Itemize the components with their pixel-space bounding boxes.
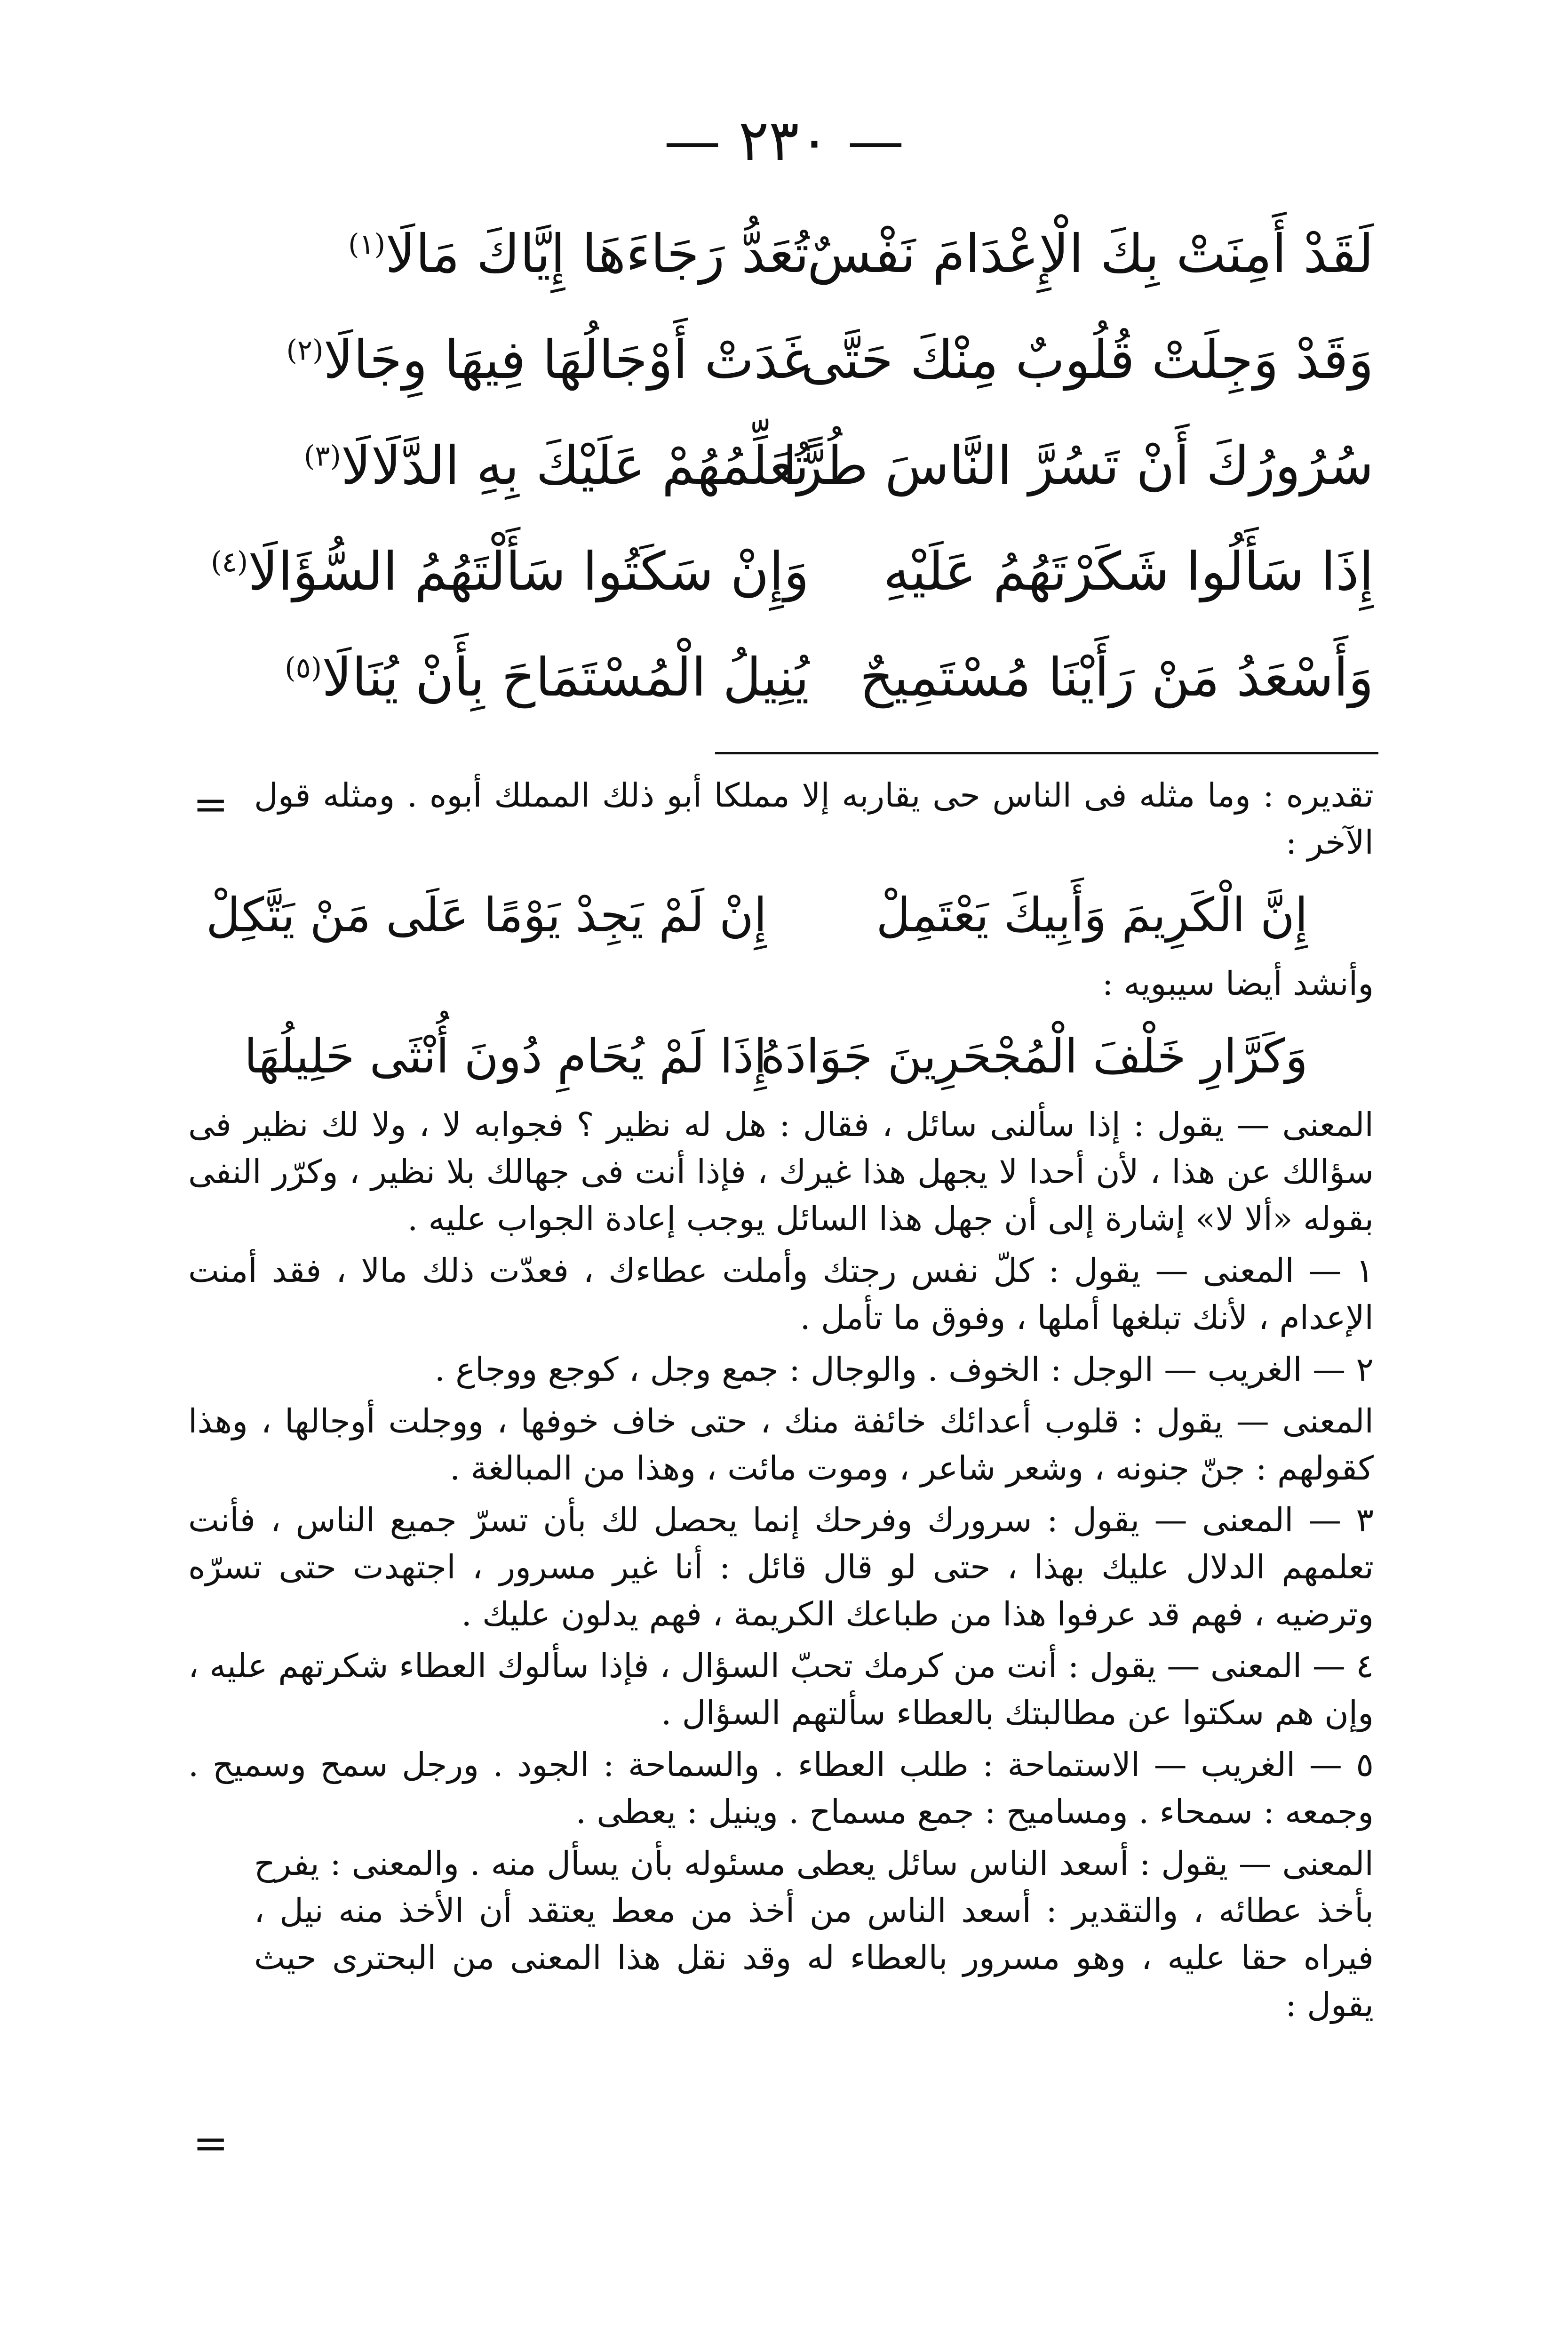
verse-line xyxy=(263,419,1374,525)
continuation-mark-bottom: = xyxy=(193,2119,229,2168)
footnote-ref: (٥) xyxy=(285,651,322,685)
verse-text: غَدَتْ أَوْجَالُهَا فِيهَا وِجَالَا xyxy=(323,329,809,391)
footnote-separator xyxy=(715,752,1378,754)
cited-first-hemistich: إِنَّ الْكَرِيمَ وَأَبِيكَ يَعْتَمِلْ xyxy=(876,888,1308,943)
verse-line xyxy=(263,207,1374,313)
footnote-ref: (٣) xyxy=(303,440,341,473)
verse-first-hemistich: وَقَدْ وَجِلَتْ قُلُوبٌ مِنْكَ حَتَّى xyxy=(801,329,1374,391)
verse-first-hemistich: سُرُورُكَ أَنْ تَسُرَّ النَّاسَ طُرًّا xyxy=(782,435,1374,496)
footnote-ref: (٤) xyxy=(211,545,248,579)
verse-first-hemistich: إِذَا سَأَلُوا شَكَرْتَهُمُ عَلَيْهِ xyxy=(883,541,1374,602)
commentary-paragraph: ١ — المعنى — يقول : كلّ نفس رجتك وأملت عطاءك ، فعدّت ذلك مالا ، فقد أمنت الإعدام ، لأنك تبلغها أملها ، وفوق ما تأمل . xyxy=(188,1251,1374,1337)
verse-first-hemistich: لَقَدْ أَمِنَتْ بِكَ الْإِعْدَامَ نَفْسٌ xyxy=(807,224,1374,285)
cited-second-hemistich: إِذَا لَمْ يُحَامِ دُونَ أُنْثَى حَلِيلُهَا xyxy=(244,1029,767,1084)
verse-line xyxy=(263,313,1374,419)
cited-verse xyxy=(188,1016,1374,1096)
continuation-mark-top: = xyxy=(193,780,229,829)
cited-first-hemistich: وَكَرَّارِ خَلْفَ الْمُجْحَرِينَ جَوَادَهُ xyxy=(760,1029,1308,1084)
footnote-ref: (٢) xyxy=(286,334,324,367)
verse-second-hemistich xyxy=(263,419,809,513)
footnote-ref: (١) xyxy=(348,228,386,261)
poem-block xyxy=(211,207,1374,736)
verse-second-hemistich xyxy=(211,525,809,619)
commentary-intro: تقديره : وما مثله فى الناس حى يقاربه إلا مملكا أبو ذلك المملك أبوه . ومثله قول الآخر : xyxy=(254,776,1374,862)
commentary-paragraph: ٥ — الغريب — الاستماحة : طلب العطاء . والسماحة : الجود . ورجل سمح وسميح . وجمعه : سمحاء . ومساميح : جمع مسماح . وينيل : يعطى . xyxy=(188,1745,1374,1831)
sibawayh-intro: وأنشد أيضا سيبويه : xyxy=(1102,964,1374,1003)
verse-text: وَإِنْ سَكَتُوا سَأَلْتَهُمُ السُّؤَالَا xyxy=(248,541,809,602)
commentary-paragraph: المعنى — يقول : إذا سألنى سائل ، فقال : هل له نظير ؟ فجوابه لا ، ولا لك نظير فى سؤالك عن هذا ، لأن أحدا لا يجهل هذا غيرك ، فإذا أنت فى جهالك بلا نظير ، وكرّر النفى بقوله «ألا لا» إشارة إلى أن جهل هذا السائل يوجب إعادة الجواب عليه . xyxy=(188,1105,1374,1238)
commentary-paragraph: ٢ — الغريب — الوجل : الخوف . والوجال : جمع وجل ، كوجع ووجاع . xyxy=(434,1350,1374,1389)
commentary-paragraph: ٤ — المعنى — يقول : أنت من كرمك تحبّ السؤال ، فإذا سألوك العطاء شكرتهم عليه ، وإن هم سكتوا عن مطالبتك بالعطاء سألتهم السؤال . xyxy=(188,1647,1374,1732)
page-number: — ٢٣٠ — xyxy=(664,108,904,174)
commentary-block xyxy=(188,772,1374,2028)
verse-line xyxy=(211,525,1374,631)
verse-text: تُعَلِّمُهُمْ عَلَيْكَ بِهِ الدَّلَالَا xyxy=(341,435,809,496)
commentary-paragraph: المعنى — يقول : قلوب أعدائك خائفة منك ، حتى خاف خوفها ، ووجلت أوجالها ، وهذا كقولهم : جنّ جنونه ، وشعر شاعر ، وموت مائت ، وهذا من المبالغة . xyxy=(188,1402,1374,1488)
cited-second-hemistich: إِنْ لَمْ يَجِدْ يَوْمًا عَلَى مَنْ يَتَّكِلْ xyxy=(206,888,767,943)
verse-second-hemistich xyxy=(263,207,809,301)
commentary-paragraph: ٣ — المعنى — يقول : سرورك وفرحك إنما يحصل لك بأن تسرّ جميع الناس ، فأنت تعلمهم الدلال عليك بهذا ، حتى لو قال قائل : أنا غير مسرور ، اجتهدت حتى تسرّه وترضيه ، فهم قد عرفوا هذا من طباعك الكريمة ، فهم يدلون عليك . xyxy=(188,1501,1374,1633)
verse-text: تُعَدُّ رَجَاءَهَا إِيَّاكَ مَالَا xyxy=(385,224,809,285)
verse-line xyxy=(263,631,1374,736)
verse-first-hemistich: وَأَسْعَدُ مَنْ رَأَيْنَا مُسْتَمِيحٌ xyxy=(860,647,1374,708)
cited-verse xyxy=(188,875,1374,955)
verse-text: يُنِيلُ الْمُسْتَمَاحَ بِأَنْ يُنَالَا xyxy=(322,647,809,708)
commentary-paragraph: المعنى — يقول : أسعد الناس سائل يعطى مسئوله بأن يسأل منه . والمعنى : يفرح بأخذ عطائه ، والتقدير : أسعد الناس من أخذ من معط يعتقد أن الأخذ منه نيل ، فيراه حقا عليه ، وهو مسرور بالعطاء له وقد نقل هذا المعنى من البحترى حيث يقول : xyxy=(254,1844,1374,2024)
verse-second-hemistich xyxy=(263,631,809,725)
verse-second-hemistich xyxy=(263,313,809,407)
